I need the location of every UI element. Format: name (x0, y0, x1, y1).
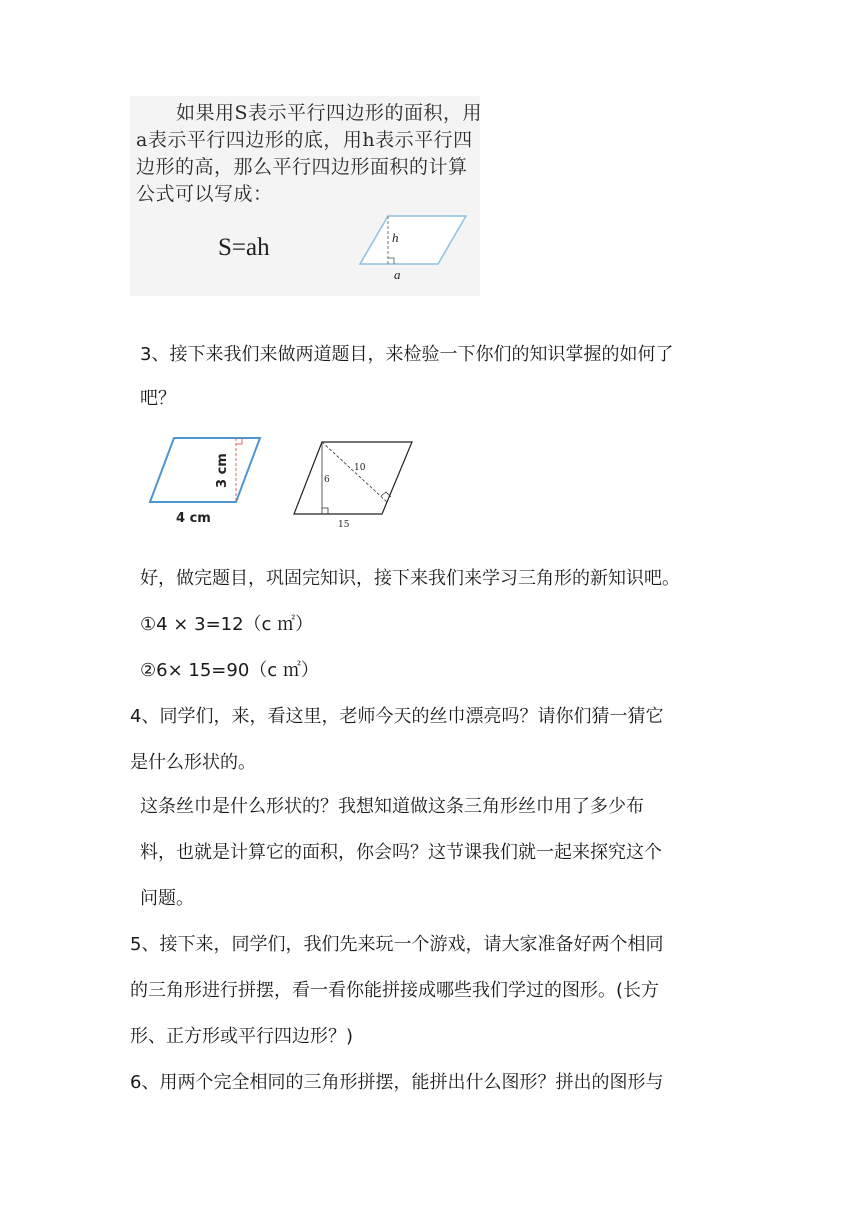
fig2-height-label: 6 (324, 475, 330, 485)
answer-2: ②6× 15=90（c ㎡） (140, 660, 319, 681)
p4-line-2: 是什么形状的。 (130, 752, 256, 773)
answer-1: ①4 × 3=12（c ㎡） (140, 614, 314, 635)
textbook-line-3: 边形的高，那么平行四边形面积的计算 (136, 156, 468, 178)
fig2-base-label: 15 (338, 520, 350, 530)
p5-line-2: 的三角形进行拼摆，看一看你能拼接成哪些我们学过的图形。(长方 (130, 980, 660, 1001)
parallelogram-figure-2 (290, 436, 420, 532)
p4b-line-2: 料，也就是计算它的面积，你会吗？这节课我们就一起来探究这个 (140, 842, 662, 863)
p4b-line-3: 问题。 (140, 888, 194, 909)
textbook-line-2: a表示平行四边形的底，用h表示平行四 (136, 129, 473, 151)
p5-line-1: 5、接下来，同学们，我们先来玩一个游戏，请大家准备好两个相同 (130, 934, 664, 955)
p6-line-1: 6、用两个完全相同的三角形拼摆，能拼出什么图形？拼出的图形与 (130, 1072, 664, 1093)
textbook-line-1: 如果用S表示平行四边形的面积，用 (176, 102, 483, 124)
textbook-excerpt (130, 96, 483, 296)
p4b-line-1: 这条丝巾是什么形状的？我想知道做这条三角形丝巾用了多少布 (140, 796, 644, 817)
q3-line-1: 3、接下来我们来做两道题目，来检验一下你们的知识掌握的如何了 (140, 344, 674, 365)
transition-line: 好，做完题目，巩固完知识，接下来我们来学习三角形的新知识吧。 (140, 568, 680, 589)
q3-line-2: 吧？ (140, 388, 176, 409)
fig2-side-label: 10 (354, 463, 366, 473)
p5-line-3: 形、正方形或平行四边形？) (130, 1026, 354, 1047)
fig1-base-label: 4 cm (176, 511, 211, 526)
textbook-line-4: 公式可以写成： (136, 183, 273, 205)
p4-line-1: 4、同学们，来，看这里，老师今天的丝巾漂亮吗？请你们猜一猜它 (130, 706, 664, 727)
label-h: h (392, 230, 399, 245)
label-a: a (394, 267, 401, 282)
parallelogram-figure-textbook (354, 212, 474, 282)
parallelogram-figure-1 (146, 432, 266, 528)
fig1-height-label: 3 cm (215, 453, 230, 488)
area-formula: S=ah (218, 234, 270, 261)
